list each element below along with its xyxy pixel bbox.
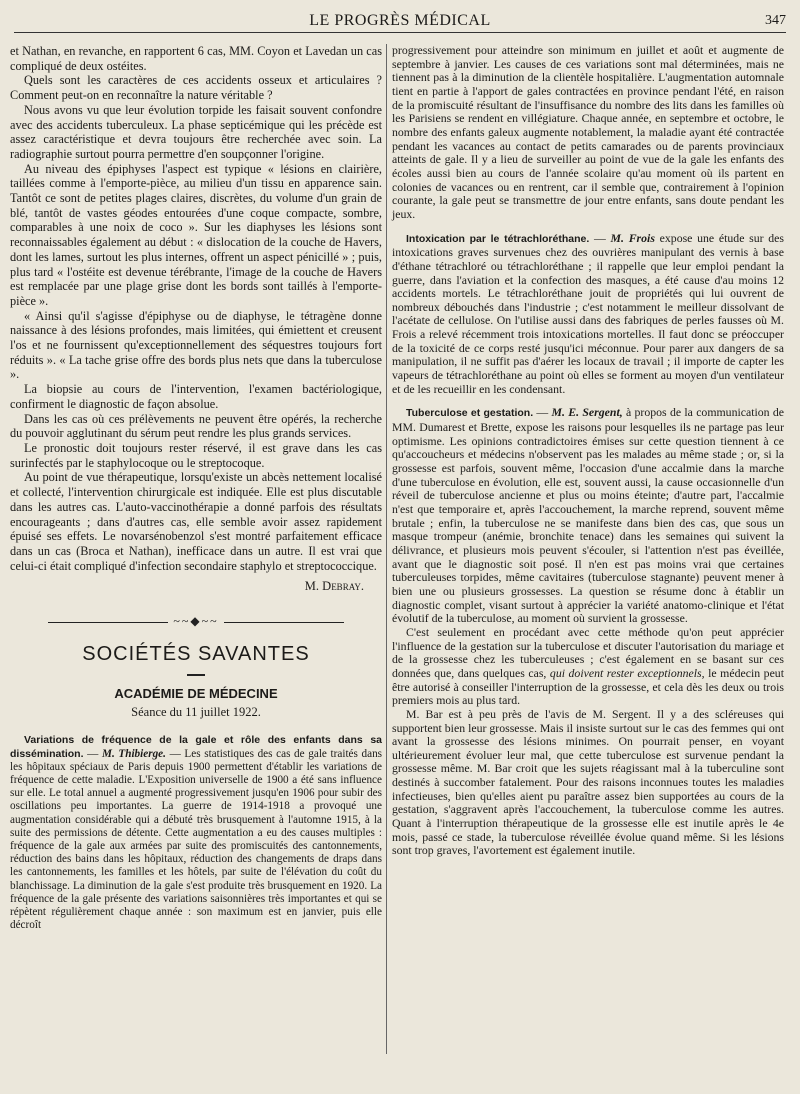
paragraph: Au point de vue thérapeutique, lorsqu'existe un abcès nettement localisé et collecté, l'intervention chirurgicale est indiquée. Elle est plus discutable dans les autres cas. L'auto-vaccinothérapie a donné parfois des résultats encourageants ; dans d'autres cas, elle semble avoir assez rapidement épuisé ses effets. Le novarsénobenzol s'est montré parfaitement efficace dans un cas (Broca et Nathan), inefficace dans un autre. Il est vrai que celui-ci était compliqué d'infection secondaire staphylo et streptococcique. <box>10 470 382 573</box>
paragraph: Dans les cas où ces prélèvements ne peuvent être opérés, la recherche du pouvoir agglutinant du sérum peut rendre les plus grands services. <box>10 411 382 441</box>
section-title: SOCIÉTÉS SAVANTES <box>82 643 310 666</box>
left-column <box>10 44 382 932</box>
column-divider <box>386 44 387 1054</box>
bar-text: est à peu près de l'avis de M. Sergent. Il y a des scléreuses qui supportent bien leur grossesse. Mais il insiste surtout sur le cas des femmes qui ont avant la grossesse des lésions minimes. On pourrait penser, en voyant ultérieurement évoluer leur mal, que cette tuberculose est survenue pendant la grossesse même. M. Bar croit que les sujets réagissant mal à la tuberculine sont destinés à succomber fatalement. Pour des raisons inconnues toutes les maladies infectieuses, bien qu'elles aient pu paraître assez bien supportées au cours de la gestation, s'aggravent après l'accouchement, la tuberculose comme les autres. Quant à l'interruption thérapeutique de la grossesse elle est inutile après le 4e mois, passé ce stade, la tuberculose réveillée évolue quand même. Si les lésions sont trop graves, l'avortement est également inutile. <box>392 706 784 858</box>
paragraph: Au niveau des épiphyses l'aspect est typique « lésions en clairière, taillées comme à l'emporte-pièce, au milieu d'un tissu en apparence sain. Tantôt ce sont de petites plages claires, discrètes, du volume d'un grain de blé, tantôt de vastes géodes entourées d'une coque compacte, sombre, comparables à une noix de coco ». Sur les diaphyses les lésions sont reconnaissables également au début : « dislocation de la couche de Havers, dont les lames, surtout les plus internes, offrent un aspect pénicillé » ; puis, plus tard « l'ostéite est devenue térébrante, l'image de la couche de Havers est remplacée par une plage grise dont les bords sont taillés à l'emporte-pièce ». <box>10 161 382 308</box>
report-continuation: progressivement pour atteindre son minimum en juillet et août et augmente de septembre à janvier. Les causes de ces variations sont mal déterminées, mais ne tiennent pas à la diminution de la clientèle hospitalière. L'augmentation automnale tient en partie à l'apport de gales contractées en province pendant l'été, en raison de la promiscuité résultant de l'insuffisance du nombre des lits dans les familles où les Parisiens se rendent en villégiature. Chaque année, en septembre et octobre, le nombre des enfants galeux augmente notablement, la maladie ayant été contractée pendant les vacances au contact de petits camarades ou de parents provinciaux atteints de gale. Il y a lieu de surveiller au point de vue de la gale les enfants des écoles aussi bien au cours de l'année scolaire qu'au moment où ils partent en colonies de vacances ou en rentrent, car il semble que, contrairement à l'opinion courante, la gale peut se transmettre de jour entre enfants, sans doute pendant les jeux. <box>392 43 784 221</box>
report-lead: Variations de fréquence de la gale et rôle des enfants dans sa dissémination. <box>10 734 382 760</box>
report-author: M. Frois <box>610 230 655 245</box>
report-author: M. Thibierge. <box>102 747 166 760</box>
paragraph: La biopsie au cours de l'intervention, l'examen bactériologique, confirment le diagnostic de façon absolue. <box>10 382 382 411</box>
section-ornament <box>10 614 382 629</box>
report-tetrachlorethane: Intoxication par le tétrachloréthane. — M. Frois expose une étude sur des intoxications graves survenues chez des ouvrières manipulant des vernis à base d'éthane tétrachloré ou tétrachloréthane ; il rappelle que leur emploi pendant la guerre, dans l'aviation et la confection des masques, a été cause d'au moins 12 accidents mortels. Le tétrachloréthane jouit de propriétés qui lui ouvrent de nombreux débouchés dans l'industrie ; c'est notamment le meilleur dissolvant de l'acétate de cellulose. On l'utilise aussi dans des fabriques de perles fausses où M. Frois a relevé récemment trois intoxications mortelles. Il faut donc se préoccuper de la toxicité de ce corps resté jusqu'ici méconnue. Pour parer aux dangers de sa manipulation, il ne suffit pas d'aérer les locaux de travail ; il importe de capter les vapeurs de tétrachloréthane au point où elles se forment au moyen d'un ventilateur et de les recueillir en les condensant. <box>392 230 785 396</box>
journal-title: LE PROGRÈS MÉDICAL <box>309 12 491 29</box>
ornament-rule-left <box>48 622 168 623</box>
report-author: M. E. Sergent, <box>551 405 623 420</box>
right-column <box>392 44 784 858</box>
page-number: 347 <box>765 13 786 28</box>
method-text: C'est seulement en procédant avec cette méthode qu'on peut apprécier l'influence de la gestation sur la tuberculose et discuter l'autorisation du mariage et de la grossesse chez les tuberculeuses ; c'est également en se basant sur ces données que, dans quelques cas, <box>392 624 784 680</box>
paragraph: Nous avons vu que leur évolution torpide les faisait souvent confondre avec des accidents tuberculeux. La phase septicémique qui les précède est assez caractéristique et devra toujours être recherchée avec soin. La radiographie surtout pourra permettre d'en soupçonner l'origine. <box>10 102 382 161</box>
report-text: Les statistiques des cas de gale traités dans les hôpitaux spéciaux de Paris depuis 1900 permettent d'établir les variations de fréquence de cette maladie. L'Exposition universelle de 1900 a été sans influence sur elle. Le total annuel a augmenté progressivement jusqu'en 1906 pour subir des oscillations peu importantes. La guerre de 1914-1918 a provoqué une augmentation considérable qui a débuté très brusquement à l'automne 1915, à la suite des permissions de détente. Cette augmentation a eu des causes multiples : fréquence de la gale aux armées par suite des promiscuités des cantonnements, réduction des bains dans les hôpitaux, réduction des changements de draps dans les cantonnements, les familles et les hôtels, par suite de l'élévation du coût du blanchissage. La diminution de la gale s'est produite très brusquement en 1920. La fréquence de la gale présente des variations saisonnières très importantes et qui se répètent régulièrement chaque année : son maximum est en janvier, puis elle décroît <box>10 747 383 932</box>
ornament-rule-right <box>224 622 344 623</box>
report-lead: Tuberculose et gestation. <box>406 407 534 420</box>
paragraph: Le pronostic doit toujours rester réservé, il est grave dans les cas surinfectés par le staphylocoque ou le streptocoque. <box>10 440 382 470</box>
report-lead: Intoxication par le tétrachloréthane. <box>406 232 590 245</box>
ornament-glyph: ~~◆~~ <box>173 614 219 629</box>
report-tuberculose: Tuberculose et gestation. — M. E. Sergent, à propos de la communication de MM. Dumarest et Brette, expose les raisons pour lesquelles ils ne partage pas leur optimisme. Les opinions contradictoires émises sur cette question tiennent à ce qu'accoucheurs et médecins n'observent pas les malades au même stade ; or, si la grossesse est parfois, souvent même, l'occasion d'une accalmie dans la marche d'une tuberculose en évolution, elle est, souvent aussi, la cause occasionnelle d'un réveil de tuberculose ancienne et plus ou moins éteinte; d'autre part, l'accalmie n'est que temporaire et, après l'accouchement, la marche reprend, souvent même brutale ; enfin, la tuberculose ne se manifeste dans bien des cas, que sous un masque trompeur (anémie, bronchite tenace) dans les semaines qui suivent la délivrance, et plusieurs mois peuvent s'écouler, si l'attention n'est pas éveillée, avant que le diagnostic soit posé. Il n'en est pas moins vrai que certaines tuberculeuses torpides, même cavitaires (tuberculose stagnante) peuvent mener à bien une ou plusieurs grossesses. La question se résume donc à établir un diagnostic complet, visant surtout à apprécier la variété anatomo-clinique et l'état évolutif de la tuberculose, au moment où survient la grossesse. <box>392 405 785 626</box>
section-dash <box>187 674 205 676</box>
paragraph-bar <box>392 708 784 858</box>
paragraph: « Ainsi qu'il s'agisse d'épiphyse ou de diaphyse, le tétragène donne naissance à des lésions profondes, mais limitées, qui émiettent et creusent l'os et ne fournissent qu'exceptionnellement des séquestres toujours fort réduits ». « La tache grise offre des bords plus nets que dans la tuberculose ». <box>10 308 382 382</box>
report-text: à propos de la communication de MM. Dumarest et Brette, expose les raisons pour lesquelles ils ne partage pas leur optimisme. Les opinions contradictoires émises sur cette question tiennent à ce qu'accoucheurs et médecins n'observent pas les malades au même stade ; or, si la grossesse est parfois, souvent même, l'occasion d'une accalmie dans la marche d'une tuberculose en évolution, elle est, souvent aussi, la cause occasionnelle d'un réveil de tuberculose ancienne et plus ou moins éteinte; d'autre part, l'accalmie n'est que temporaire et, après l'accouchement, la marche reprend, souvent même brutale ; enfin, la tuberculose ne se manifeste dans bien des cas, que sous un masque trompeur (anémie, bronchite tenace) dans les semaines qui suivent la délivrance, et plusieurs mois peuvent s'écouler, si l'attention n'est pas éveillée, avant que le diagnostic soit posé. Il n'en est pas moins vrai que certaines tuberculeuses torpides, même cavitaires (tuberculose stagnante) peuvent mener à bien une ou plusieurs grossesses. La question se résume donc à établir un diagnostic complet, visant surtout à apprécier la variété anatomo-clinique et l'état évolutif de la tuberculose, au moment où survient la grossesse. <box>392 405 785 626</box>
bar-author: M. Bar <box>406 706 443 721</box>
running-header <box>14 10 786 33</box>
paragraph: Quels sont les caractères de ces accidents osseux et articulaires ? Comment peut-on en reconnaître la nature véritable ? <box>10 73 382 103</box>
method-text-end: le médecin peut être autorisé à conseiller l'interruption de la grossesse, et cela dès les deux ou trois premiers mois au plus tard. <box>392 665 784 708</box>
method-emphasis: qui doivent rester exceptionnels, <box>549 665 705 680</box>
author-signature: M. Debray. <box>304 579 364 594</box>
paragraph-method <box>392 626 784 708</box>
report-text: expose une étude sur des intoxications graves survenues chez des ouvrières manipulant des vernis à base d'éthane tétrachloré ou tétrachloréthane ; il rappelle que leur emploi pendant la guerre, dans l'aviation et la confection des masques, a été cause d'au moins 12 accidents mortels. Le tétrachloréthane jouit de propriétés qui lui ouvrent de nombreux débouchés dans l'industrie ; c'est notamment le meilleur dissolvant de l'acétate de cellulose. On l'utilise aussi dans des fabriques de perles fausses où M. Frois a relevé récemment trois intoxications mortelles. Il faut donc se préoccuper de la toxicité de ce corps resté jusqu'ici méconnue. Pour parer aux dangers de sa manipulation, il ne suffit pas d'aérer les locaux de travail ; il importe de capter les vapeurs de tétrachloréthane au point où elles se forment au moyen d'un ventilateur et de les recueillir en les condensant. <box>392 230 785 396</box>
academy-heading: ACADÉMIE DE MÉDECINE <box>114 686 278 702</box>
session-date: Séance du 11 juillet 1922. <box>131 705 261 720</box>
paragraph: et Nathan, en revanche, en rapportent 6 cas, MM. Coyon et Lavedan un cas compliqué de deux ostéites. <box>10 44 382 73</box>
report-gale: Variations de fréquence de la gale et rôle des enfants dans sa dissémination. — M. Thibierge. — Les statistiques des cas de gale traités dans les hôpitaux spéciaux de Paris depuis 1900 permettent d'établir les variations de fréquence de cette maladie. L'Exposition universelle de 1900 a été sans influence sur elle. Le total annuel a augmenté progressivement jusqu'en 1906 pour subir des oscillations peu importantes. La guerre de 1914-1918 a provoqué une augmentation considérable qui a débuté très brusquement à l'automne 1915, à la suite des permissions de détente. Cette augmentation a eu des causes multiples : fréquence de la gale aux armées par suite des promiscuités des cantonnements, réduction des bains dans les hôpitaux, réduction des changements de draps dans les cantonnements, les familles et les hôtels, par suite de l'élévation du coût du blanchissage. La diminution de la gale s'est produite très brusquement en 1920. La fréquence de la gale présente des variations saisonnières très importantes et qui se répètent régulièrement chaque année : son maximum est en janvier, puis elle décroît <box>10 734 383 932</box>
